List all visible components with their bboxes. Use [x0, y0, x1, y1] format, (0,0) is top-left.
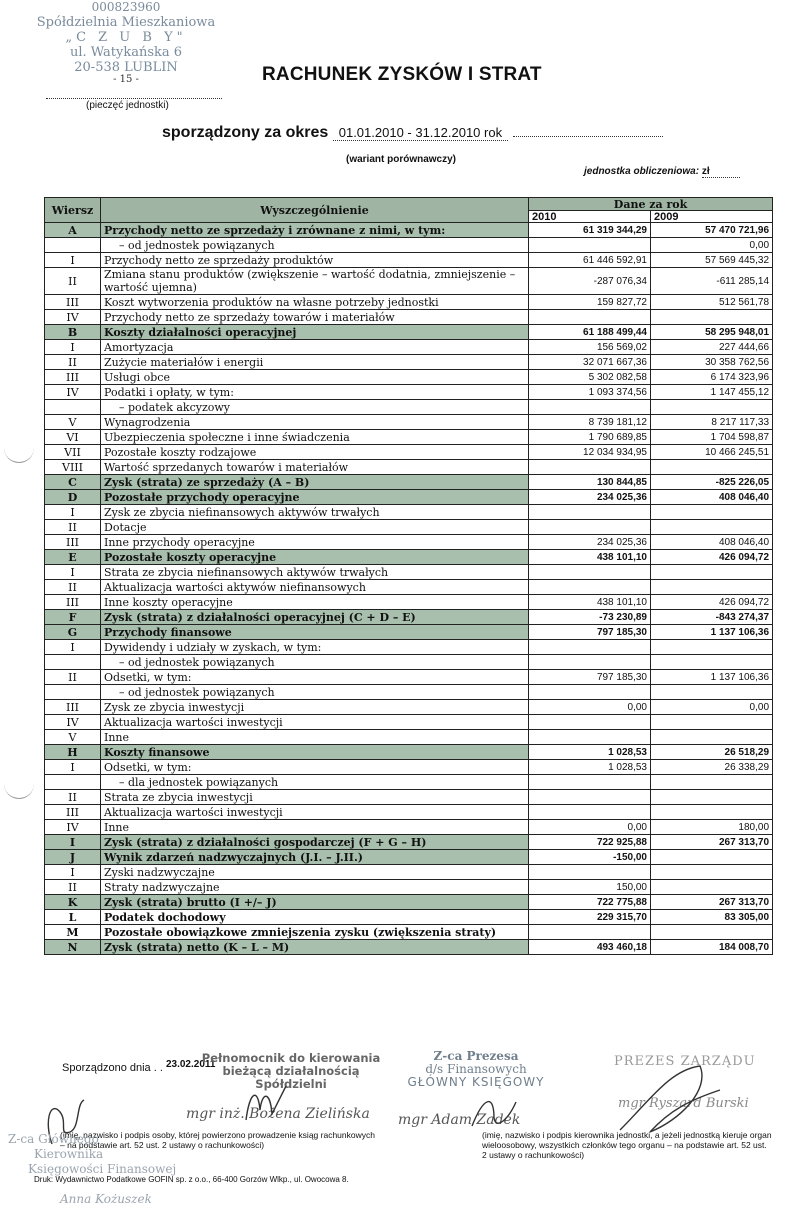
- income-statement-table: [44, 197, 773, 955]
- document-title: RACHUNEK ZYSKÓW I STRAT: [262, 64, 542, 85]
- row-code: VII: [45, 445, 101, 460]
- handwritten-signature-proxy: [236, 1080, 296, 1130]
- row-value-previous-year: [651, 805, 773, 820]
- row-description: Pozostałe obowiązkowe zmniejszenia zysku (zwiększenia straty): [101, 925, 529, 940]
- row-code: III: [45, 370, 101, 385]
- row-value-previous-year: 26 338,29: [651, 760, 773, 775]
- stamp-president: PREZES ZARZĄDU: [614, 1054, 756, 1069]
- table-row: [45, 310, 773, 325]
- row-value-current-year: [529, 400, 651, 415]
- stamp-deputy-accountant: [8, 1132, 176, 1177]
- row-value-current-year: 150,00: [529, 880, 651, 895]
- table-row: [45, 355, 773, 370]
- row-code: II: [45, 790, 101, 805]
- row-value-previous-year: 1 137 106,36: [651, 625, 773, 640]
- stamp-proxy-line1: Pełnomocnik do kierowania: [201, 1051, 381, 1065]
- table-row: [45, 475, 773, 490]
- row-value-previous-year: 267 313,70: [651, 835, 773, 850]
- table-row: [45, 490, 773, 505]
- row-code: K: [45, 895, 101, 910]
- row-value-current-year: 1 028,53: [529, 760, 651, 775]
- printer-note: Druk: Wydawnictwo Podatkowe GOFIN sp. z o.o., 66-400 Gorzów Wlkp., ul. Owocowa 8.: [34, 1175, 349, 1184]
- row-code: [45, 400, 101, 415]
- row-value-current-year: 5 302 082,58: [529, 370, 651, 385]
- row-code: IV: [45, 820, 101, 835]
- row-value-current-year: [529, 655, 651, 670]
- caption-head-of-unit: (imię, nazwisko i podpis kierownika jednostki, a jeżeli jednostką kieruje organ wieloosobowy, wszystkich członków tego organu – na podstawie art. 52 ust. 2 ustawy o rachunkowości): [482, 1130, 772, 1160]
- row-value-current-year: 797 185,30: [529, 670, 651, 685]
- seal-regon: 000823960: [91, 0, 161, 14]
- row-value-current-year: 234 025,36: [529, 535, 651, 550]
- row-description: – od jednostek powiązanych: [101, 238, 529, 253]
- row-description: – dla jednostek powiązanych: [101, 775, 529, 790]
- prepared-date: [62, 1059, 216, 1074]
- table-row: [45, 730, 773, 745]
- table-row: [45, 400, 773, 415]
- row-code: L: [45, 910, 101, 925]
- row-value-previous-year: 0,00: [651, 700, 773, 715]
- row-value-current-year: [529, 640, 651, 655]
- row-value-current-year: [529, 790, 651, 805]
- row-description: Inne: [101, 820, 529, 835]
- unit-seal: [6, 0, 246, 85]
- table-row: [45, 655, 773, 670]
- row-code: F: [45, 610, 101, 625]
- row-code: A: [45, 223, 101, 238]
- table-row: [45, 760, 773, 775]
- row-description: Strata ze zbycia inwestycji: [101, 790, 529, 805]
- table-row: [45, 835, 773, 850]
- punch-hole-mark: [4, 448, 34, 463]
- row-code: VI: [45, 430, 101, 445]
- row-value-current-year: [529, 730, 651, 745]
- report-period: [162, 124, 663, 142]
- row-value-current-year: 229 315,70: [529, 910, 651, 925]
- row-value-previous-year: 83 305,00: [651, 910, 773, 925]
- table-row: [45, 520, 773, 535]
- table-row: [45, 340, 773, 355]
- row-code: [45, 685, 101, 700]
- table-row: [45, 580, 773, 595]
- table-row: [45, 745, 773, 760]
- row-value-previous-year: 267 313,70: [651, 895, 773, 910]
- row-value-current-year: 130 844,85: [529, 475, 651, 490]
- row-code: I: [45, 340, 101, 355]
- row-description: Zysk ze zbycia niefinansowych aktywów trwałych: [101, 505, 529, 520]
- header-description: Wyszczególnienie: [101, 198, 529, 223]
- table-row: [45, 940, 773, 955]
- row-description: Podatek dochodowy: [101, 910, 529, 925]
- row-code: V: [45, 730, 101, 745]
- row-code: D: [45, 490, 101, 505]
- row-code: II: [45, 268, 101, 295]
- seal-caption: (pieczęć jednostki): [86, 100, 169, 111]
- row-value-previous-year: 58 295 948,01: [651, 325, 773, 340]
- row-code: II: [45, 355, 101, 370]
- row-value-current-year: [529, 715, 651, 730]
- unit-label: jednostka obliczeniowa:: [584, 166, 700, 177]
- row-value-current-year: 159 827,72: [529, 295, 651, 310]
- header-data-for-year: Dane za rok: [529, 198, 773, 211]
- row-value-current-year: 32 071 667,36: [529, 355, 651, 370]
- row-value-previous-year: 0,00: [651, 238, 773, 253]
- row-code: IV: [45, 310, 101, 325]
- row-value-current-year: [529, 580, 651, 595]
- row-value-current-year: 61 319 344,29: [529, 223, 651, 238]
- row-description: Zmiana stanu produktów (zwiększenie – wartość dodatnia, zmniejszenie – wartość ujemna): [101, 268, 529, 295]
- row-code: H: [45, 745, 101, 760]
- row-code: E: [45, 550, 101, 565]
- stamp-low-name: Anna Kożuszek: [60, 1192, 152, 1206]
- row-value-current-year: [529, 805, 651, 820]
- row-description: Zyski nadzwyczajne: [101, 865, 529, 880]
- header-year-current: 2010: [529, 211, 651, 223]
- row-description: Wynik zdarzeń nadzwyczajnych (J.I. – J.II.): [101, 850, 529, 865]
- row-code: J: [45, 850, 101, 865]
- row-value-previous-year: 1 704 598,87: [651, 430, 773, 445]
- prepared-date-value: 23.02.2011: [165, 1059, 216, 1070]
- row-value-current-year: -150,00: [529, 850, 651, 865]
- row-value-current-year: [529, 505, 651, 520]
- table-row: [45, 850, 773, 865]
- row-code: IV: [45, 715, 101, 730]
- table-row: [45, 880, 773, 895]
- row-value-previous-year: 180,00: [651, 820, 773, 835]
- signature-deputy: mgr Adam Zadek: [398, 1112, 521, 1128]
- stamp-low-line2: Kierownika: [34, 1147, 104, 1161]
- seal-name: Spółdzielnia Mieszkaniowa: [36, 15, 216, 30]
- row-description: Wartość sprzedanych towarów i materiałów: [101, 460, 529, 475]
- row-value-previous-year: 57 569 445,32: [651, 253, 773, 268]
- row-code: G: [45, 625, 101, 640]
- row-description: Przychody netto ze sprzedaży i zrównane z nimi, w tym:: [101, 223, 529, 238]
- row-value-current-year: 1 093 374,56: [529, 385, 651, 400]
- row-description: Odsetki, w tym:: [101, 670, 529, 685]
- row-value-current-year: [529, 865, 651, 880]
- row-code: I: [45, 760, 101, 775]
- variant-label: (wariant porównawczy): [346, 154, 457, 165]
- header-row-code: Wiersz: [45, 198, 101, 223]
- row-value-previous-year: 426 094,72: [651, 595, 773, 610]
- row-code: I: [45, 640, 101, 655]
- row-value-previous-year: 8 217 117,33: [651, 415, 773, 430]
- row-description: Zysk ze zbycia inwestycji: [101, 700, 529, 715]
- table-row: [45, 670, 773, 685]
- row-value-previous-year: [651, 655, 773, 670]
- row-description: Koszty finansowe: [101, 745, 529, 760]
- row-value-current-year: 438 101,10: [529, 595, 651, 610]
- row-code: I: [45, 505, 101, 520]
- row-code: III: [45, 295, 101, 310]
- row-description: – od jednostek powiązanych: [101, 685, 529, 700]
- row-value-previous-year: [651, 730, 773, 745]
- row-value-current-year: 156 569,02: [529, 340, 651, 355]
- punch-hole-mark: [4, 784, 34, 799]
- row-code: II: [45, 880, 101, 895]
- table-row: [45, 370, 773, 385]
- row-value-current-year: [529, 685, 651, 700]
- stamp-deputy-line1: Z-ca Prezesa: [433, 1049, 519, 1063]
- row-value-current-year: -73 230,89: [529, 610, 651, 625]
- row-value-previous-year: [651, 715, 773, 730]
- row-description: Koszty działalności operacyjnej: [101, 325, 529, 340]
- row-value-previous-year: 227 444,66: [651, 340, 773, 355]
- row-code: III: [45, 595, 101, 610]
- row-value-previous-year: 10 466 245,51: [651, 445, 773, 460]
- row-description: Pozostałe przychody operacyjne: [101, 490, 529, 505]
- table-row: [45, 640, 773, 655]
- table-row: [45, 610, 773, 625]
- handwritten-signature-president: [610, 1060, 730, 1140]
- table-row: [45, 865, 773, 880]
- table-row: [45, 625, 773, 640]
- table-row: [45, 775, 773, 790]
- row-code: III: [45, 700, 101, 715]
- row-description: Strata ze zbycia niefinansowych aktywów trwałych: [101, 565, 529, 580]
- row-value-current-year: 722 925,88: [529, 835, 651, 850]
- row-code: II: [45, 520, 101, 535]
- row-value-previous-year: [651, 460, 773, 475]
- stamp-deputy-line3: GŁÓWNY KSIĘGOWY: [407, 1075, 545, 1089]
- table-row: [45, 460, 773, 475]
- row-value-previous-year: 6 174 323,96: [651, 370, 773, 385]
- row-description: Aktualizacja wartości inwestycji: [101, 715, 529, 730]
- row-description: Usługi obce: [101, 370, 529, 385]
- row-value-current-year: [529, 925, 651, 940]
- row-value-current-year: 61 446 592,91: [529, 253, 651, 268]
- stamp-deputy-president: [396, 1050, 556, 1089]
- row-value-current-year: 0,00: [529, 820, 651, 835]
- row-value-current-year: 8 739 181,12: [529, 415, 651, 430]
- table-row: [45, 415, 773, 430]
- row-description: Ubezpieczenia społeczne i inne świadczenia: [101, 430, 529, 445]
- row-description: Pozostałe koszty rodzajowe: [101, 445, 529, 460]
- row-value-current-year: 1 790 689,85: [529, 430, 651, 445]
- table-row: [45, 790, 773, 805]
- signature-president: mgr Ryszard Burski: [618, 1096, 749, 1111]
- table-row: [45, 910, 773, 925]
- row-value-current-year: [529, 775, 651, 790]
- row-code: I: [45, 835, 101, 850]
- seal-street: ul. Watykańska 6: [69, 45, 183, 60]
- row-value-current-year: 0,00: [529, 700, 651, 715]
- row-code: C: [45, 475, 101, 490]
- row-value-previous-year: 512 561,78: [651, 295, 773, 310]
- period-label: sporządzony za okres: [162, 124, 329, 141]
- signature-proxy: mgr inż. Bożena Zielińska: [186, 1106, 370, 1122]
- row-code: III: [45, 535, 101, 550]
- row-description: Przychody finansowe: [101, 625, 529, 640]
- row-description: Koszt wytworzenia produktów na własne potrzeby jednostki: [101, 295, 529, 310]
- stamp-proxy-line2: bieżącą działalnością Spółdzielni: [222, 1064, 360, 1091]
- row-value-previous-year: 30 358 762,56: [651, 355, 773, 370]
- caption-accountant: (imię, nazwisko i podpis osoby, której powierzono prowadzenie ksiąg rachunkowych – na podstawie art. 52 ust. 2 ustawy o rachunkowości): [60, 1130, 375, 1150]
- table-row: [45, 565, 773, 580]
- header-year-previous: 2009: [651, 211, 773, 223]
- row-description: – podatek akcyzowy: [101, 400, 529, 415]
- row-description: Inne: [101, 730, 529, 745]
- period-value: 01.01.2010 - 31.12.2010 rok: [333, 125, 508, 141]
- stamp-low-line3: Księgowości Finansowej: [28, 1162, 177, 1176]
- row-description: Amortyzacja: [101, 340, 529, 355]
- row-description: Zysk (strata) z działalności operacyjnej (C + D – E): [101, 610, 529, 625]
- row-value-previous-year: 408 046,40: [651, 535, 773, 550]
- row-description: Inne przychody operacyjne: [101, 535, 529, 550]
- unit-value: zł: [702, 166, 740, 178]
- row-code: I: [45, 565, 101, 580]
- row-description: Zysk (strata) netto (K – L – M): [101, 940, 529, 955]
- table-row: [45, 295, 773, 310]
- prepared-date-label: Sporządzono dnia . .: [62, 1062, 163, 1074]
- table-row: [45, 253, 773, 268]
- row-description: Odsetki, w tym:: [101, 760, 529, 775]
- row-value-previous-year: [651, 565, 773, 580]
- row-value-current-year: [529, 565, 651, 580]
- table-row: [45, 805, 773, 820]
- row-code: I: [45, 253, 101, 268]
- row-value-previous-year: [651, 505, 773, 520]
- row-value-previous-year: 1 147 455,12: [651, 385, 773, 400]
- row-value-previous-year: -611 285,14: [651, 268, 773, 295]
- table-row: [45, 445, 773, 460]
- row-value-previous-year: [651, 400, 773, 415]
- table-row: [45, 268, 773, 295]
- row-code: VIII: [45, 460, 101, 475]
- table-row: [45, 700, 773, 715]
- row-description: Aktualizacja wartości aktywów niefinansowych: [101, 580, 529, 595]
- row-value-previous-year: 57 470 721,96: [651, 223, 773, 238]
- row-description: Przychody netto ze sprzedaży produktów: [101, 253, 529, 268]
- row-description: Zysk (strata) brutto (I +/– J): [101, 895, 529, 910]
- row-value-previous-year: [651, 685, 773, 700]
- table-row: [45, 820, 773, 835]
- row-value-current-year: 797 185,30: [529, 625, 651, 640]
- row-value-previous-year: [651, 865, 773, 880]
- row-value-previous-year: 426 094,72: [651, 550, 773, 565]
- seal-dotted-line: [46, 98, 222, 99]
- table-row: [45, 535, 773, 550]
- row-value-previous-year: [651, 790, 773, 805]
- row-code: [45, 775, 101, 790]
- row-value-previous-year: 26 518,29: [651, 745, 773, 760]
- table-row: [45, 595, 773, 610]
- row-value-current-year: -287 076,34: [529, 268, 651, 295]
- row-description: Inne koszty operacyjne: [101, 595, 529, 610]
- row-description: Dywidendy i udziały w zyskach, w tym:: [101, 640, 529, 655]
- row-value-current-year: [529, 310, 651, 325]
- row-description: Przychody netto ze sprzedaży towarów i materiałów: [101, 310, 529, 325]
- row-code: I: [45, 865, 101, 880]
- row-description: Pozostałe koszty operacyjne: [101, 550, 529, 565]
- table-row: [45, 385, 773, 400]
- row-code: III: [45, 805, 101, 820]
- row-value-current-year: 438 101,10: [529, 550, 651, 565]
- table-row: [45, 895, 773, 910]
- row-description: – od jednostek powiązanych: [101, 655, 529, 670]
- table-row: [45, 685, 773, 700]
- row-value-current-year: [529, 520, 651, 535]
- row-code: II: [45, 580, 101, 595]
- seal-city: 20-538 LUBLIN: [74, 60, 178, 75]
- row-value-current-year: 1 028,53: [529, 745, 651, 760]
- row-value-previous-year: [651, 580, 773, 595]
- row-value-previous-year: -825 226,05: [651, 475, 773, 490]
- row-code: IV: [45, 385, 101, 400]
- row-value-previous-year: 408 046,40: [651, 490, 773, 505]
- table-row: [45, 925, 773, 940]
- stamp-low-line1: Z-ca Głównego: [8, 1132, 99, 1146]
- seal-number: - 15 -: [113, 74, 139, 85]
- row-code: B: [45, 325, 101, 340]
- statement-rows: [45, 223, 773, 955]
- row-description: Wynagrodzenia: [101, 415, 529, 430]
- row-value-previous-year: [651, 775, 773, 790]
- row-value-current-year: [529, 460, 651, 475]
- row-value-previous-year: [651, 850, 773, 865]
- table-row: [45, 715, 773, 730]
- row-value-current-year: 234 025,36: [529, 490, 651, 505]
- table-row: [45, 325, 773, 340]
- row-value-previous-year: 184 008,70: [651, 940, 773, 955]
- row-description: Zysk (strata) ze sprzedaży (A – B): [101, 475, 529, 490]
- row-code: M: [45, 925, 101, 940]
- row-description: Dotacje: [101, 520, 529, 535]
- stamp-deputy-line2: d/s Finansowych: [425, 1062, 527, 1076]
- row-code: N: [45, 940, 101, 955]
- row-value-previous-year: [651, 880, 773, 895]
- row-code: V: [45, 415, 101, 430]
- table-row: [45, 505, 773, 520]
- row-code: II: [45, 670, 101, 685]
- period-dotted-line: [513, 136, 663, 137]
- row-value-current-year: 61 188 499,44: [529, 325, 651, 340]
- table-row: [45, 430, 773, 445]
- row-value-current-year: 12 034 934,95: [529, 445, 651, 460]
- row-value-previous-year: [651, 310, 773, 325]
- row-value-previous-year: 1 137 106,36: [651, 670, 773, 685]
- row-description: Zużycie materiałów i energii: [101, 355, 529, 370]
- row-description: Aktualizacja wartości inwestycji: [101, 805, 529, 820]
- row-value-previous-year: [651, 520, 773, 535]
- row-value-previous-year: [651, 925, 773, 940]
- seal-short-name: „C Z U B Y": [65, 30, 187, 45]
- row-value-previous-year: [651, 640, 773, 655]
- row-description: Straty nadzwyczajne: [101, 880, 529, 895]
- row-value-current-year: 722 775,88: [529, 895, 651, 910]
- row-description: Podatki i opłaty, w tym:: [101, 385, 529, 400]
- row-value-current-year: [529, 238, 651, 253]
- table-row: [45, 550, 773, 565]
- row-description: Zysk (strata) z działalności gospodarczej (F + G – H): [101, 835, 529, 850]
- row-code: [45, 655, 101, 670]
- row-code: [45, 238, 101, 253]
- unit-of-account: [584, 166, 740, 177]
- row-value-previous-year: -843 274,37: [651, 610, 773, 625]
- table-row: [45, 223, 773, 238]
- row-value-current-year: 493 460,18: [529, 940, 651, 955]
- table-row: [45, 238, 773, 253]
